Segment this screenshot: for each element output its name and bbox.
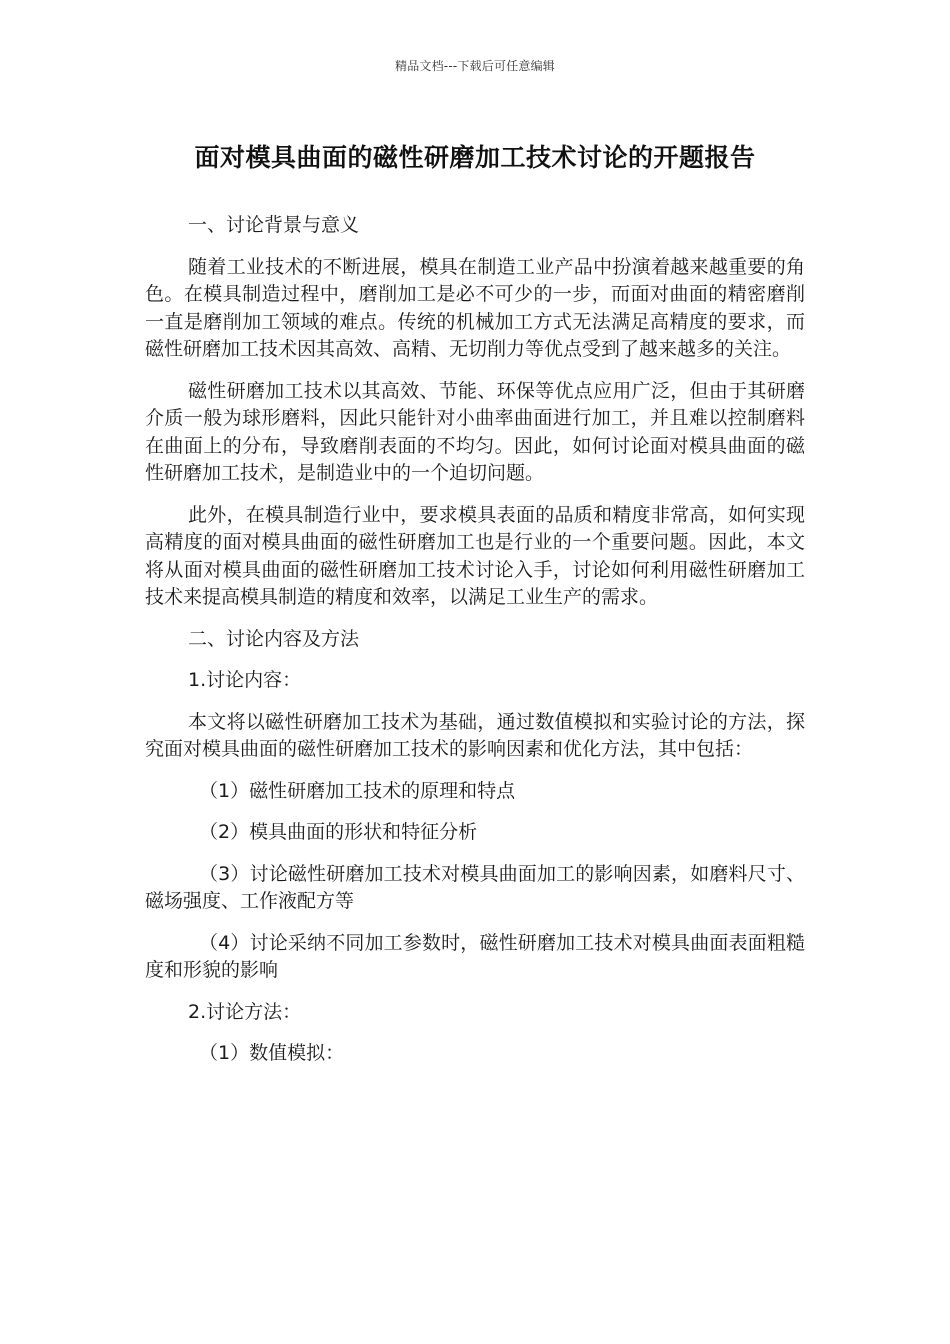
paragraph-background-2: 磁性研磨加工技术以其高效、节能、环保等优点应用广泛，但由于其研磨介质一般为球形磨料，因此只能针对小曲率曲面进行加工，并且难以控制磨料在曲面上的分布，导致磨削表面的不均匀。因此，如何讨论面对模具曲面的磁性研磨加工技术，是制造业中的一个迫切问题。	[145, 379, 805, 484]
list-item: （4）讨论采纳不同加工参数时，磁性研磨加工技术对模具曲面表面粗糙度和形貌的影响	[145, 931, 805, 981]
section-heading-content-method: 二、讨论内容及方法	[188, 627, 360, 650]
list-item: （2）模具曲面的形状和特征分析	[199, 821, 478, 843]
list-item: （1）磁性研磨加工技术的原理和特点	[199, 779, 516, 802]
header-note: 精品文档---下载后可任意编辑	[395, 59, 555, 73]
paragraph-background-3: 此外，在模具制造行业中，要求模具表面的品质和精度非常高，如何实现高精度的面对模具曲面的磁性研磨加工也是行业的一个重要问题。因此，本文将从面对模具曲面的磁性研磨加工技术讨论入手，讨论如何利用磁性研磨加工技术来提高模具制造的精度和效率，以满足工业生产的需求。	[145, 503, 805, 608]
document-body	[145, 212, 805, 1082]
section-heading-background: 一、讨论背景与意义	[188, 214, 360, 236]
paragraph-content-intro: 本文将以磁性研磨加工技术为基础，通过数值模拟和实验讨论的方法，探究面对模具曲面的磁性研磨加工技术的影响因素和优化方法，其中包括：	[145, 710, 805, 760]
list-item: （1）数值模拟：	[199, 1042, 345, 1064]
document-title: 面对模具曲面的磁性研磨加工技术讨论的开题报告	[194, 143, 756, 172]
paragraph-background-1: 随着工业技术的不断进展，模具在制造工业产品中扮演着越来越重要的角色。在模具制造过程中，磨削加工是必不可少的一步，而面对曲面的精密磨削一直是磨削加工领域的难点。传统的机械加工方式无法满足高精度的要求，而磁性研磨加工技术因其高效、高精、无切削力等优点受到了越来越多的关注。	[145, 255, 805, 360]
subheading-content: 1.讨论内容：	[188, 669, 302, 691]
subheading-method: 2.讨论方法：	[188, 1000, 302, 1023]
list-item: （3）讨论磁性研磨加工技术对模具曲面加工的影响因素，如磨料尺寸、磁场强度、工作液配方等	[145, 862, 805, 912]
